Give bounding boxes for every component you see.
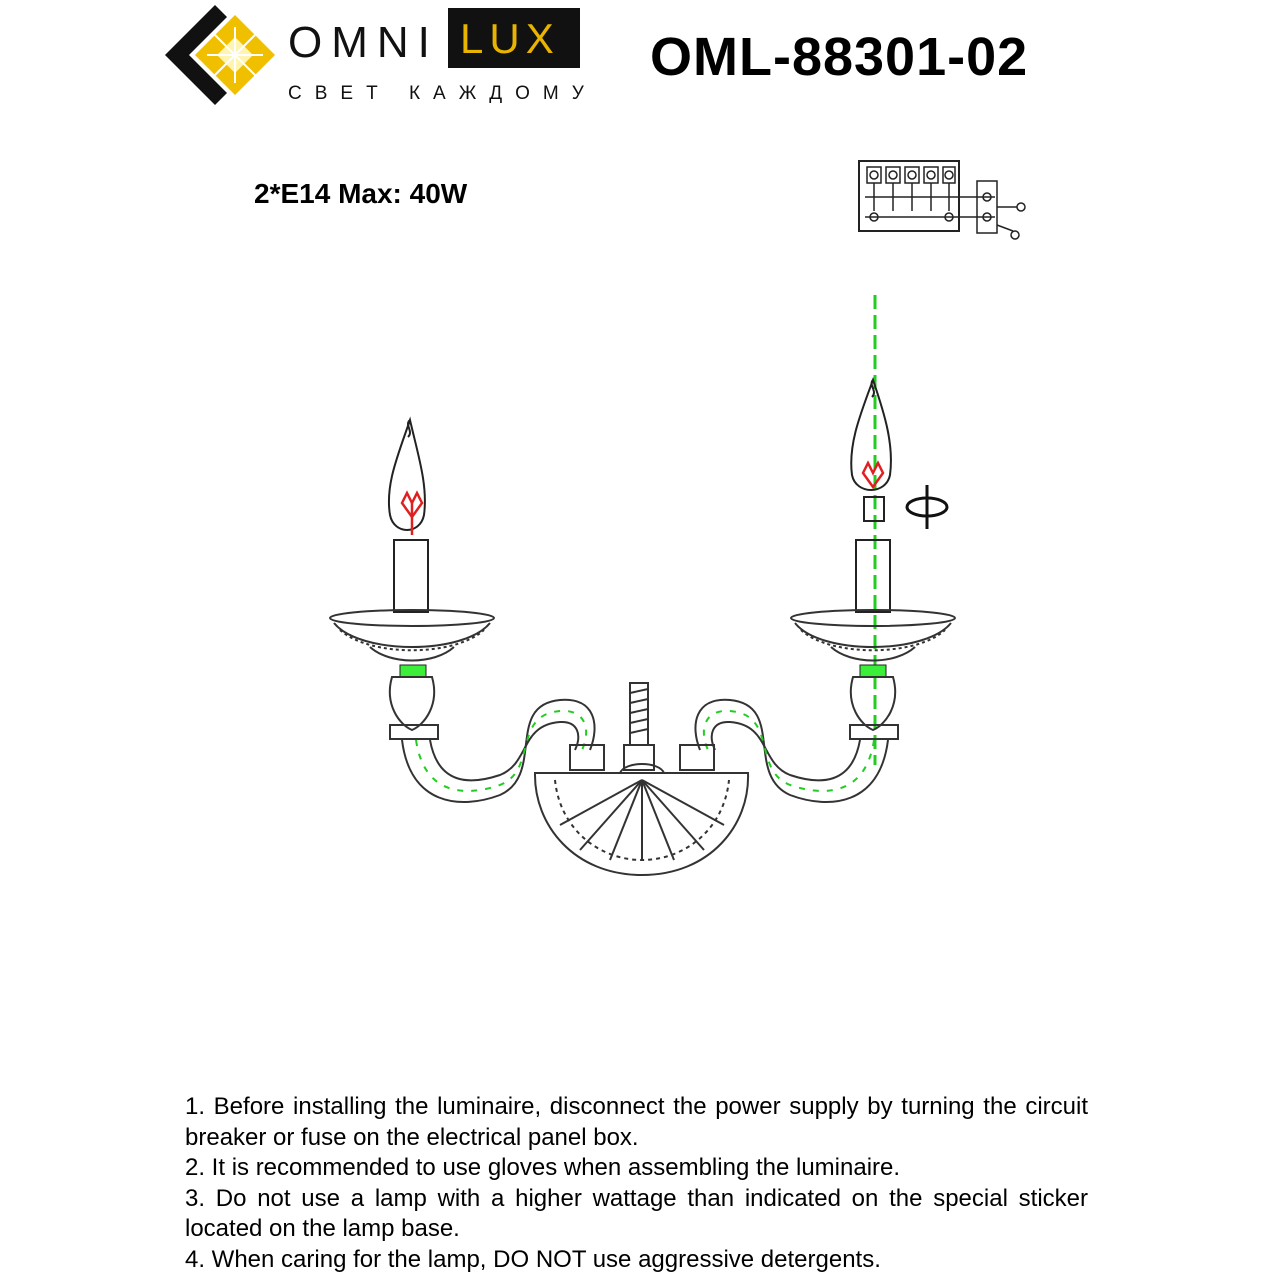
instruction-item: 4. When caring for the lamp, DO NOT use aggressive detergents.: [185, 1245, 881, 1273]
left-bulb: [389, 420, 425, 530]
right-bulb: [851, 380, 891, 521]
left-arm: [402, 700, 595, 802]
right-arm: [695, 700, 888, 802]
rotate-icon: [907, 485, 947, 529]
left-drip-pan: [330, 610, 494, 661]
right-bulb-filament: [863, 463, 883, 487]
instructions-list: [185, 1092, 1088, 1275]
brand-name-omni: OMNI: [288, 18, 439, 67]
center-post: [570, 683, 714, 770]
wall-lamp-drawing: [320, 285, 980, 905]
lamp-spec: 2*E14 Max: 40W: [254, 178, 468, 209]
brand-tagline: СВЕТ КАЖДОМУ: [288, 83, 597, 104]
model-number: OML-88301-02: [650, 27, 1029, 87]
left-bulb-filament: [402, 493, 422, 535]
wiring-terminal-icon: [855, 155, 1035, 245]
instruction-item: 3. Do not use a lamp with a higher wattage than indicated on the special sticker located on the lamp base.: [185, 1184, 1088, 1242]
instruction-item: 1. Before installing the luminaire, disconnect the power supply by turning the circuit breaker or fuse on the electrical panel box.: [185, 1093, 1088, 1151]
right-candle-sleeve: [856, 540, 890, 612]
left-candle-sleeve: [394, 540, 428, 612]
wall-plate: [535, 764, 748, 875]
brand-name-lux: LUX: [460, 15, 560, 62]
instruction-item: 2. It is recommended to use gloves when assembling the luminaire.: [185, 1154, 901, 1181]
right-drip-pan: [791, 610, 955, 661]
